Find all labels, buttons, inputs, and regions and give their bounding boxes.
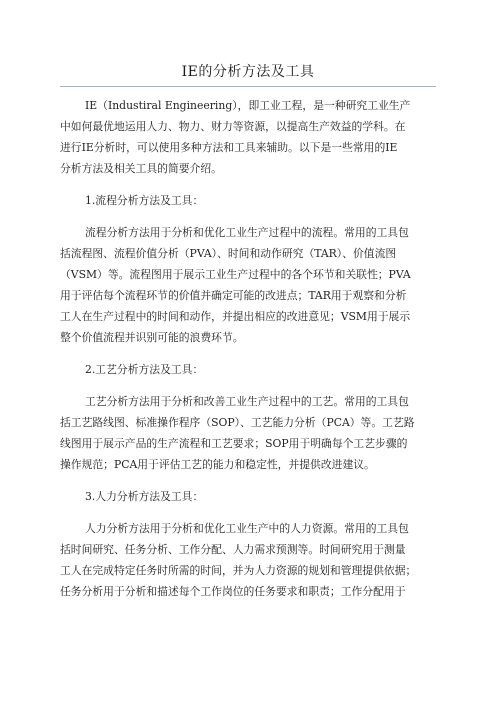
paragraph-line: 整个价值流程并识别可能的浪费环节。 <box>60 331 244 344</box>
paragraph-line: 括时间研究、任务分析、工作分配、人力需求预测等。时间研究用于测量 <box>60 543 406 556</box>
paragraph-line: 工人在生产过程中的时间和动作，并提出相应的改进意见；VSM用于展示 <box>60 310 411 323</box>
paragraph-line: 中如何最优地运用人力、物力、财力等资源，以提高生产效益的学科。在 <box>60 120 406 133</box>
paragraph-line: 工艺分析方法用于分析和改善工业生产过程中的工艺。常用的工具包 <box>85 395 409 408</box>
title-divider <box>60 86 436 87</box>
paragraph-line: 流程分析方法用于分析和优化工业生产过程中的流程。常用的工具包 <box>85 226 409 239</box>
paragraph-line: 操作规范；PCA用于评估工艺的能力和稳定性，并提供改进建议。 <box>60 458 375 471</box>
section-heading: 3.人力分析方法及工具： <box>85 490 204 503</box>
paragraph-line: 人力分析方法用于分析和优化工业生产中的人力资源。常用的工具包 <box>85 522 409 535</box>
paragraph-line: 工人在完成特定任务时所需的时间，并为人力资源的规划和管理提供依据； <box>60 564 417 577</box>
document-title: IE的分析方法及工具 <box>181 64 315 80</box>
section-heading: 1.流程分析方法及工具： <box>85 194 204 207</box>
paragraph-line: 线图用于展示产品的生产流程和工艺要求；SOP用于明确每个工艺步骤的 <box>60 437 408 450</box>
paragraph-line: （VSM）等。流程图用于展示工业生产过程中的各个环节和关联性；PVA <box>60 268 411 281</box>
section-heading: 2.工艺分析方法及工具： <box>85 363 204 376</box>
paragraph-line: IE（Industiral Engineering），即工业工程，是一种研究工业生产 <box>85 99 411 112</box>
paragraph-line: 任务分析用于分析和描述每个工作岗位的任务要求和职责；工作分配用于 <box>60 585 406 598</box>
paragraph-line: 括流程图、流程价值分析（PVA）、时间和动作研究（TAR）、价值流图 <box>60 247 397 260</box>
paragraph-line: 用于评估每个流程环节的价值并确定可能的改进点；TAR用于观察和分析 <box>60 289 407 302</box>
paragraph-line: 括工艺路线图、标准操作程序（SOP）、工艺能力分析（PCA）等。工艺路 <box>60 416 415 429</box>
paragraph-line: 分析方法及相关工具的简要介绍。 <box>60 162 222 175</box>
paragraph-line: 进行IE分析时，可以使用多种方法和工具来辅助。以下是一些常用的IE <box>60 141 398 154</box>
